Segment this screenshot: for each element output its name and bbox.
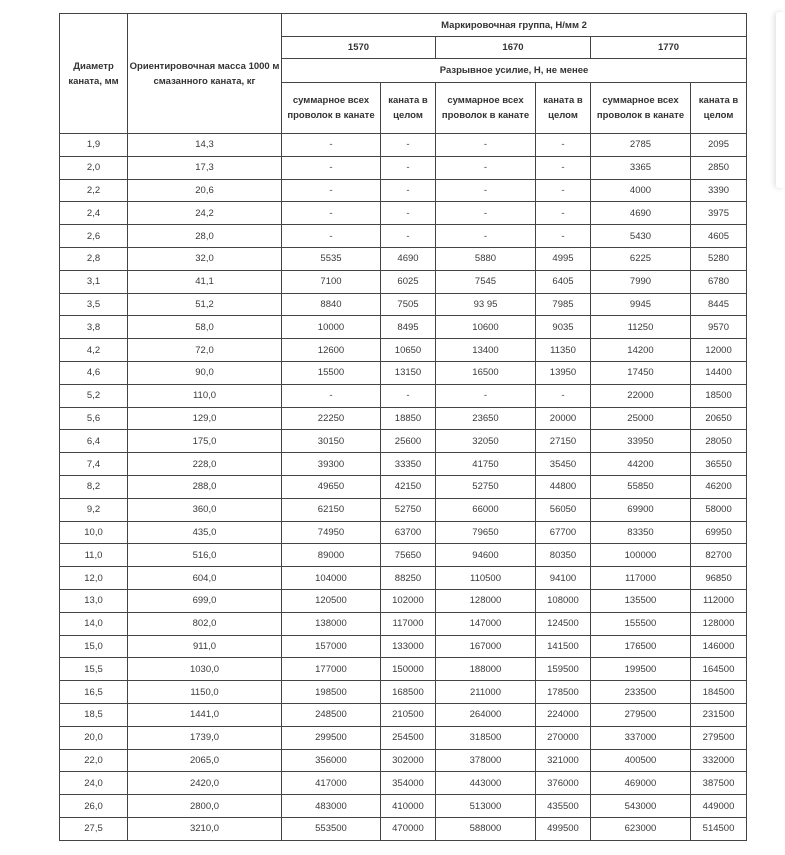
- cell-1670-total: 66000: [436, 498, 536, 521]
- cell-1670-whole: -: [536, 202, 591, 225]
- cell-1670-total: 588000: [436, 817, 536, 840]
- cell-1670-total: 513000: [436, 795, 536, 818]
- cell-1570-total: 62150: [282, 498, 381, 521]
- cell-mass: 911,0: [128, 635, 282, 658]
- cell-diameter: 8,2: [60, 475, 128, 498]
- cell-1770-total: 4690: [591, 202, 691, 225]
- cell-1570-total: 8840: [282, 293, 381, 316]
- cell-1570-whole: 25600: [381, 430, 436, 453]
- cell-1770-total: 9945: [591, 293, 691, 316]
- cell-1770-total: 33950: [591, 430, 691, 453]
- cell-diameter: 3,8: [60, 316, 128, 339]
- cell-mass: 28,0: [128, 225, 282, 248]
- table-row: [60, 430, 747, 453]
- cell-1670-total: 13400: [436, 339, 536, 362]
- cell-1670-whole: 178500: [536, 681, 591, 704]
- cell-diameter: 24,0: [60, 772, 128, 795]
- cell-mass: 14,3: [128, 134, 282, 157]
- cell-1770-whole: 279500: [691, 726, 747, 749]
- cell-1770-total: 3365: [591, 156, 691, 179]
- table-row: [60, 726, 747, 749]
- table-row: [60, 795, 747, 818]
- table-row: [60, 521, 747, 544]
- cell-1570-whole: 42150: [381, 475, 436, 498]
- table-row: [60, 361, 747, 384]
- cell-1770-whole: 332000: [691, 749, 747, 772]
- cell-mass: 1739,0: [128, 726, 282, 749]
- cell-diameter: 20,0: [60, 726, 128, 749]
- cell-1670-total: 32050: [436, 430, 536, 453]
- rope-spec-table: [59, 13, 747, 841]
- table-row: [60, 817, 747, 840]
- cell-1770-whole: 69950: [691, 521, 747, 544]
- cell-1570-whole: 63700: [381, 521, 436, 544]
- cell-1770-total: 69900: [591, 498, 691, 521]
- header-sub-total: суммарное всех проволок в канате: [436, 83, 536, 134]
- cell-1770-whole: 184500: [691, 681, 747, 704]
- cell-1570-whole: 75650: [381, 544, 436, 567]
- cell-1570-whole: 470000: [381, 817, 436, 840]
- cell-1570-total: 198500: [282, 681, 381, 704]
- table-row: [60, 156, 747, 179]
- cell-diameter: 2,2: [60, 179, 128, 202]
- cell-1670-whole: 435500: [536, 795, 591, 818]
- cell-1570-total: 39300: [282, 453, 381, 476]
- cell-1570-total: 22250: [282, 407, 381, 430]
- cell-1670-whole: -: [536, 134, 591, 157]
- cell-1570-whole: 133000: [381, 635, 436, 658]
- cell-1670-total: 94600: [436, 544, 536, 567]
- cell-mass: 129,0: [128, 407, 282, 430]
- cell-mass: 110,0: [128, 384, 282, 407]
- cell-diameter: 3,5: [60, 293, 128, 316]
- cell-1570-whole: -: [381, 202, 436, 225]
- cell-diameter: 22,0: [60, 749, 128, 772]
- cell-1770-total: 623000: [591, 817, 691, 840]
- header-sub-whole: каната в целом: [381, 83, 436, 134]
- cell-mass: 516,0: [128, 544, 282, 567]
- cell-1770-whole: 96850: [691, 567, 747, 590]
- cell-1770-total: 6225: [591, 247, 691, 270]
- cell-1570-total: 483000: [282, 795, 381, 818]
- table-row: [60, 635, 747, 658]
- cell-1770-whole: 231500: [691, 703, 747, 726]
- cell-1770-total: 44200: [591, 453, 691, 476]
- cell-mass: 175,0: [128, 430, 282, 453]
- cell-diameter: 2,6: [60, 225, 128, 248]
- table-row: [60, 498, 747, 521]
- cell-1570-total: 417000: [282, 772, 381, 795]
- cell-1670-total: -: [436, 156, 536, 179]
- cell-1570-total: 177000: [282, 658, 381, 681]
- cell-diameter: 12,0: [60, 567, 128, 590]
- cell-1570-whole: 168500: [381, 681, 436, 704]
- cell-1570-total: 138000: [282, 612, 381, 635]
- cell-1770-whole: 514500: [691, 817, 747, 840]
- table-row: [60, 589, 747, 612]
- cell-diameter: 18,5: [60, 703, 128, 726]
- cell-mass: 435,0: [128, 521, 282, 544]
- cell-1670-total: 93 95: [436, 293, 536, 316]
- cell-1570-total: -: [282, 384, 381, 407]
- cell-diameter: 26,0: [60, 795, 128, 818]
- cell-mass: 2065,0: [128, 749, 282, 772]
- table-row: [60, 703, 747, 726]
- table-row: [60, 475, 747, 498]
- table-row: [60, 658, 747, 681]
- cell-diameter: 3,1: [60, 270, 128, 293]
- table-row: [60, 316, 747, 339]
- cell-1570-whole: 8495: [381, 316, 436, 339]
- cell-1570-whole: 354000: [381, 772, 436, 795]
- cell-1670-total: 5880: [436, 247, 536, 270]
- cell-1670-total: 41750: [436, 453, 536, 476]
- cell-1670-total: -: [436, 134, 536, 157]
- cell-1570-total: 49650: [282, 475, 381, 498]
- cell-1670-whole: 159500: [536, 658, 591, 681]
- cell-1670-whole: 499500: [536, 817, 591, 840]
- cell-1670-whole: 6405: [536, 270, 591, 293]
- table-row: [60, 270, 747, 293]
- cell-1770-whole: 5280: [691, 247, 747, 270]
- cell-1770-total: 279500: [591, 703, 691, 726]
- cell-1670-whole: 20000: [536, 407, 591, 430]
- cell-1670-total: 211000: [436, 681, 536, 704]
- cell-diameter: 5,6: [60, 407, 128, 430]
- cell-1670-whole: 124500: [536, 612, 591, 635]
- cell-1670-whole: 141500: [536, 635, 591, 658]
- header-group-1670: 1670: [436, 37, 591, 59]
- header-marking-group: Маркировочная группа, Н/мм 2: [282, 14, 747, 37]
- cell-diameter: 4,2: [60, 339, 128, 362]
- cell-mass: 20,6: [128, 179, 282, 202]
- table-row: [60, 179, 747, 202]
- cell-1770-whole: 9570: [691, 316, 747, 339]
- cell-1770-total: 7990: [591, 270, 691, 293]
- cell-1570-whole: 18850: [381, 407, 436, 430]
- table-body: [60, 134, 747, 841]
- cell-1770-total: 135500: [591, 589, 691, 612]
- cell-diameter: 15,0: [60, 635, 128, 658]
- cell-1570-whole: 88250: [381, 567, 436, 590]
- cell-1770-whole: 146000: [691, 635, 747, 658]
- cell-1570-whole: 302000: [381, 749, 436, 772]
- header-sub-whole: каната в целом: [691, 83, 747, 134]
- table-row: [60, 453, 747, 476]
- cell-1570-total: -: [282, 156, 381, 179]
- cell-1770-whole: 128000: [691, 612, 747, 635]
- cell-1570-total: 7100: [282, 270, 381, 293]
- cell-1570-whole: 7505: [381, 293, 436, 316]
- cell-1670-total: -: [436, 179, 536, 202]
- cell-1770-total: 22000: [591, 384, 691, 407]
- cell-1770-whole: 18500: [691, 384, 747, 407]
- cell-1570-total: 89000: [282, 544, 381, 567]
- cell-1770-whole: 36550: [691, 453, 747, 476]
- cell-1770-whole: 58000: [691, 498, 747, 521]
- cell-1770-whole: 20650: [691, 407, 747, 430]
- cell-1770-total: 400500: [591, 749, 691, 772]
- cell-1570-whole: 410000: [381, 795, 436, 818]
- cell-1770-total: 233500: [591, 681, 691, 704]
- cell-1670-whole: 13950: [536, 361, 591, 384]
- header-group-1770: 1770: [591, 37, 747, 59]
- cell-1570-total: 120500: [282, 589, 381, 612]
- cell-diameter: 13,0: [60, 589, 128, 612]
- cell-diameter: 9,2: [60, 498, 128, 521]
- cell-1570-whole: 4690: [381, 247, 436, 270]
- table-row: [60, 202, 747, 225]
- cell-1770-whole: 112000: [691, 589, 747, 612]
- cell-1670-total: 7545: [436, 270, 536, 293]
- cell-1570-total: -: [282, 134, 381, 157]
- cell-1570-whole: 117000: [381, 612, 436, 635]
- cell-mass: 604,0: [128, 567, 282, 590]
- cell-1670-whole: 11350: [536, 339, 591, 362]
- cell-1670-whole: 94100: [536, 567, 591, 590]
- cell-1670-whole: -: [536, 179, 591, 202]
- cell-1770-whole: 3390: [691, 179, 747, 202]
- cell-1570-total: -: [282, 202, 381, 225]
- cell-1670-whole: 56050: [536, 498, 591, 521]
- cell-1670-total: 16500: [436, 361, 536, 384]
- cell-1670-whole: 224000: [536, 703, 591, 726]
- cell-1570-whole: -: [381, 384, 436, 407]
- cell-diameter: 15,5: [60, 658, 128, 681]
- cell-diameter: 27,5: [60, 817, 128, 840]
- table-row: [60, 749, 747, 772]
- cell-1670-whole: 108000: [536, 589, 591, 612]
- cell-mass: 17,3: [128, 156, 282, 179]
- header-group-1570: 1570: [282, 37, 436, 59]
- cell-1570-total: -: [282, 225, 381, 248]
- cell-1770-total: 155500: [591, 612, 691, 635]
- cell-1670-whole: 44800: [536, 475, 591, 498]
- cell-1670-total: -: [436, 225, 536, 248]
- cell-1770-total: 2785: [591, 134, 691, 157]
- cell-1670-whole: -: [536, 384, 591, 407]
- cell-1770-whole: 3975: [691, 202, 747, 225]
- cell-1770-total: 55850: [591, 475, 691, 498]
- header-sub-total: суммарное всех проволок в канате: [591, 83, 691, 134]
- cell-1670-whole: 35450: [536, 453, 591, 476]
- table-row: [60, 407, 747, 430]
- cell-1570-whole: -: [381, 156, 436, 179]
- cell-1570-whole: 13150: [381, 361, 436, 384]
- cell-1770-whole: 14400: [691, 361, 747, 384]
- table-row: [60, 339, 747, 362]
- cell-1670-total: 318500: [436, 726, 536, 749]
- table-row: [60, 134, 747, 157]
- header-diameter: Диаметр каната, мм: [60, 14, 128, 134]
- cell-1770-whole: 387500: [691, 772, 747, 795]
- table-row: [60, 544, 747, 567]
- cell-1770-whole: 4605: [691, 225, 747, 248]
- cell-mass: 32,0: [128, 247, 282, 270]
- table-row: [60, 384, 747, 407]
- cell-1670-total: 443000: [436, 772, 536, 795]
- cell-1570-whole: 102000: [381, 589, 436, 612]
- table-row: [60, 293, 747, 316]
- cell-1670-whole: -: [536, 156, 591, 179]
- header-sub-whole: каната в целом: [536, 83, 591, 134]
- cell-1770-total: 337000: [591, 726, 691, 749]
- header-mass: Ориентировочная масса 1000 м смазанного каната, кг: [128, 14, 282, 134]
- cell-diameter: 7,4: [60, 453, 128, 476]
- cell-1770-whole: 2095: [691, 134, 747, 157]
- cell-mass: 1441,0: [128, 703, 282, 726]
- cell-1670-whole: 270000: [536, 726, 591, 749]
- cell-1570-whole: 6025: [381, 270, 436, 293]
- cell-1770-total: 469000: [591, 772, 691, 795]
- cell-1570-total: 10000: [282, 316, 381, 339]
- table-row: [60, 681, 747, 704]
- cell-diameter: 11,0: [60, 544, 128, 567]
- table-row: [60, 612, 747, 635]
- table-row: [60, 225, 747, 248]
- cell-diameter: 6,4: [60, 430, 128, 453]
- cell-1770-whole: 12000: [691, 339, 747, 362]
- cell-1570-whole: 150000: [381, 658, 436, 681]
- cell-1670-total: 110500: [436, 567, 536, 590]
- cell-diameter: 1,9: [60, 134, 128, 157]
- cell-mass: 228,0: [128, 453, 282, 476]
- cell-1670-whole: 7985: [536, 293, 591, 316]
- cell-1770-total: 4000: [591, 179, 691, 202]
- cell-1670-whole: 321000: [536, 749, 591, 772]
- header-sub-total: суммарное всех проволок в канате: [282, 83, 381, 134]
- cell-1570-total: 12600: [282, 339, 381, 362]
- cell-1670-whole: 80350: [536, 544, 591, 567]
- cell-mass: 802,0: [128, 612, 282, 635]
- cell-1670-total: 167000: [436, 635, 536, 658]
- cell-1770-total: 117000: [591, 567, 691, 590]
- cell-1770-whole: 164500: [691, 658, 747, 681]
- cell-1670-whole: 4995: [536, 247, 591, 270]
- cell-mass: 1030,0: [128, 658, 282, 681]
- cell-diameter: 16,5: [60, 681, 128, 704]
- table-row: [60, 567, 747, 590]
- cell-diameter: 4,6: [60, 361, 128, 384]
- cell-1570-whole: 254500: [381, 726, 436, 749]
- cell-mass: 2800,0: [128, 795, 282, 818]
- cell-1670-total: 147000: [436, 612, 536, 635]
- cell-1670-total: 188000: [436, 658, 536, 681]
- side-panel-edge: [776, 12, 785, 188]
- cell-mass: 288,0: [128, 475, 282, 498]
- cell-mass: 90,0: [128, 361, 282, 384]
- cell-1570-total: 248500: [282, 703, 381, 726]
- cell-1570-whole: 210500: [381, 703, 436, 726]
- cell-1670-total: 23650: [436, 407, 536, 430]
- cell-1770-total: 83350: [591, 521, 691, 544]
- cell-1670-whole: 67700: [536, 521, 591, 544]
- cell-1570-whole: 10650: [381, 339, 436, 362]
- cell-1570-whole: 52750: [381, 498, 436, 521]
- cell-1570-total: 104000: [282, 567, 381, 590]
- cell-1670-whole: 27150: [536, 430, 591, 453]
- cell-diameter: 5,2: [60, 384, 128, 407]
- cell-1770-total: 199500: [591, 658, 691, 681]
- cell-1670-total: -: [436, 202, 536, 225]
- cell-1670-total: 378000: [436, 749, 536, 772]
- cell-1670-total: 10600: [436, 316, 536, 339]
- cell-mass: 360,0: [128, 498, 282, 521]
- cell-1570-total: 74950: [282, 521, 381, 544]
- cell-1670-total: 79650: [436, 521, 536, 544]
- cell-mass: 699,0: [128, 589, 282, 612]
- cell-1770-whole: 2850: [691, 156, 747, 179]
- cell-diameter: 2,0: [60, 156, 128, 179]
- cell-1670-whole: 376000: [536, 772, 591, 795]
- cell-mass: 3210,0: [128, 817, 282, 840]
- cell-1670-total: 264000: [436, 703, 536, 726]
- cell-1770-whole: 28050: [691, 430, 747, 453]
- table-row: [60, 247, 747, 270]
- cell-1770-whole: 8445: [691, 293, 747, 316]
- cell-mass: 58,0: [128, 316, 282, 339]
- cell-diameter: 2,8: [60, 247, 128, 270]
- header-breaking-force: Разрывное усилие, Н, не менее: [282, 59, 747, 83]
- table-header: [60, 14, 747, 134]
- cell-1570-whole: 33350: [381, 453, 436, 476]
- cell-1770-whole: 82700: [691, 544, 747, 567]
- cell-1570-total: 299500: [282, 726, 381, 749]
- cell-1670-total: 128000: [436, 589, 536, 612]
- cell-1770-whole: 46200: [691, 475, 747, 498]
- cell-mass: 51,2: [128, 293, 282, 316]
- cell-mass: 1150,0: [128, 681, 282, 704]
- cell-1570-total: 157000: [282, 635, 381, 658]
- cell-1770-whole: 449000: [691, 795, 747, 818]
- cell-1770-total: 543000: [591, 795, 691, 818]
- cell-diameter: 10,0: [60, 521, 128, 544]
- cell-diameter: 14,0: [60, 612, 128, 635]
- cell-1770-total: 176500: [591, 635, 691, 658]
- cell-1770-whole: 6780: [691, 270, 747, 293]
- cell-1570-whole: -: [381, 225, 436, 248]
- cell-mass: 24,2: [128, 202, 282, 225]
- cell-1570-total: 15500: [282, 361, 381, 384]
- cell-1770-total: 17450: [591, 361, 691, 384]
- cell-mass: 72,0: [128, 339, 282, 362]
- cell-1670-total: -: [436, 384, 536, 407]
- cell-1670-total: 52750: [436, 475, 536, 498]
- cell-1770-total: 5430: [591, 225, 691, 248]
- cell-mass: 41,1: [128, 270, 282, 293]
- cell-1570-total: -: [282, 179, 381, 202]
- table-row: [60, 772, 747, 795]
- cell-1770-total: 11250: [591, 316, 691, 339]
- cell-diameter: 2,4: [60, 202, 128, 225]
- cell-1570-whole: -: [381, 179, 436, 202]
- cell-1770-total: 25000: [591, 407, 691, 430]
- cell-mass: 2420,0: [128, 772, 282, 795]
- cell-1570-total: 30150: [282, 430, 381, 453]
- cell-1770-total: 14200: [591, 339, 691, 362]
- cell-1770-total: 100000: [591, 544, 691, 567]
- cell-1670-whole: 9035: [536, 316, 591, 339]
- cell-1570-total: 5535: [282, 247, 381, 270]
- cell-1570-total: 553500: [282, 817, 381, 840]
- cell-1570-whole: -: [381, 134, 436, 157]
- cell-1670-whole: -: [536, 225, 591, 248]
- cell-1570-total: 356000: [282, 749, 381, 772]
